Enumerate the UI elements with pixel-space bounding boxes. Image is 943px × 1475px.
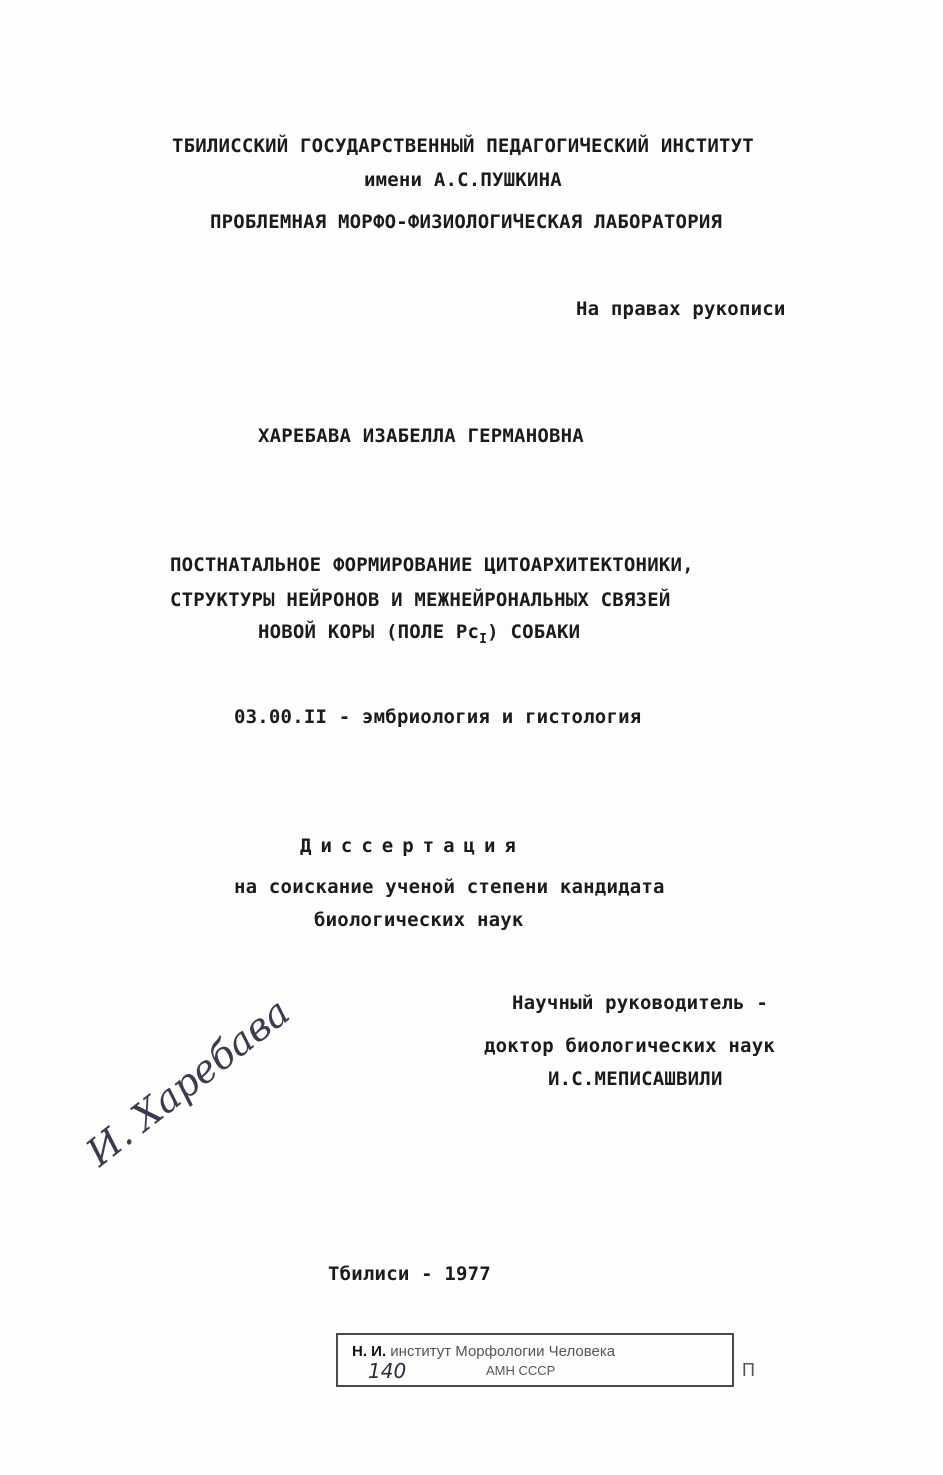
stamp-line-2: АМН СССР — [486, 1363, 556, 1378]
institute-named-after: имени А.С.ПУШКИНА — [364, 169, 562, 191]
title-line-2: СТРУКТУРЫ НЕЙРОНОВ И МЕЖНЕЙРОНАЛЬНЫХ СВЯЗЕЙ — [170, 589, 671, 611]
stamp-tail-mark: П — [742, 1360, 755, 1380]
laboratory-name: ПРОБЛЕМНАЯ МОРФО-ФИЗИОЛОГИЧЕСКАЯ ЛАБОРАТОРИЯ — [210, 211, 723, 233]
handwritten-signature: И. Харебава — [78, 989, 298, 1175]
title-line-1: ПОСТНАТАЛЬНОЕ ФОРМИРОВАНИЕ ЦИТОАРХИТЕКТОНИКИ, — [170, 554, 694, 576]
dissertation-line-1: на соискание ученой степени кандидата — [234, 876, 665, 898]
stamp-line-1 — [352, 1343, 615, 1360]
library-stamp — [336, 1333, 734, 1387]
place-and-year: Тбилиси - 1977 — [328, 1263, 491, 1285]
supervisor-name: И.С.МЕПИСАШВИЛИ — [548, 1068, 723, 1090]
title-line-3 — [258, 620, 580, 652]
supervisor-degree: доктор биологических наук — [484, 1035, 775, 1057]
supervisor-role: Научный руководитель - — [512, 992, 769, 1014]
dissertation-heading: Диссертация — [300, 835, 525, 857]
rights-note: На правах рукописи — [576, 298, 786, 320]
stamp-prefix: Н. И. — [352, 1343, 387, 1360]
stamp-handwritten-number: 140 — [368, 1359, 407, 1383]
title-line-3-suffix: ) СОБАКИ — [487, 621, 581, 643]
dissertation-line-2: биологических наук — [314, 909, 524, 931]
title-line-3-subscript: I — [479, 631, 488, 647]
title-line-3-prefix: НОВОЙ КОРЫ (ПОЛЕ Pc — [258, 621, 480, 643]
stamp-institute: институт Морфологии Человека — [390, 1343, 616, 1360]
specialty-code: 03.00.II - эмбриология и гистология — [234, 706, 642, 728]
author-name: ХАРЕБАВА ИЗАБЕЛЛА ГЕРМАНОВНА — [258, 425, 584, 447]
institute-name: ТБИЛИССКИЙ ГОСУДАРСТВЕННЫЙ ПЕДАГОГИЧЕСКИЙ ИНСТИТУТ — [172, 135, 754, 157]
